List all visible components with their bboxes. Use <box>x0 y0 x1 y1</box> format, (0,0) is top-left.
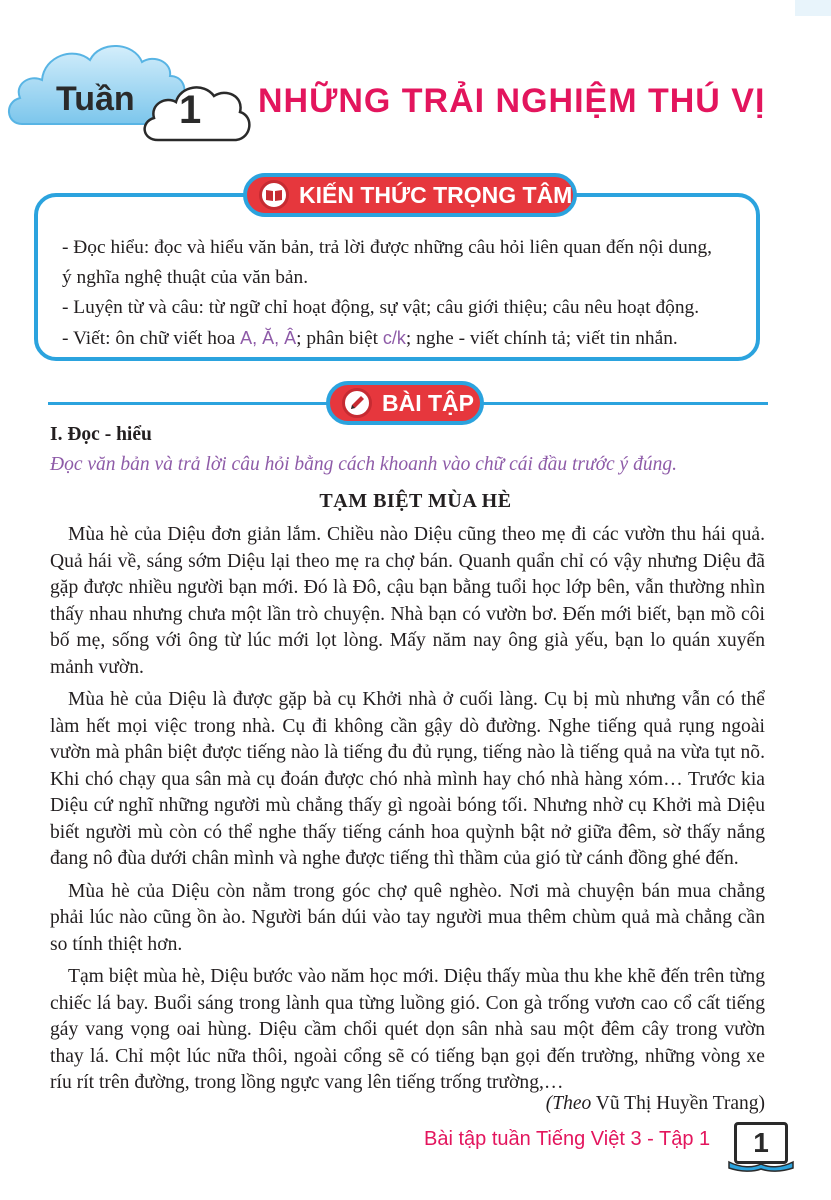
exercise-title: BÀI TẬP <box>382 389 474 416</box>
knowledge-line-reading-cont: ý nghĩa nghệ thuật của văn bản. <box>62 267 309 288</box>
story-paragraph: Mùa hè của Diệu đơn giản lắm. Chiều nào Diệu cũng theo mẹ đi các vườn thu hái quả. Quả hái về, sáng sớm Diệu lại theo mẹ ra chợ bán. Quanh quẩn chỉ có vậy nhưng Diệu đã gặp được nhiều người bạn mới. Đó là Đô, cậu bạn bằng tuổi học lớp bên, vẫn thường nhìn thấy nhau nhưng chưa một lần trò chuyện. Nhà bạn có vườn bơ. Đến mới biết, bạn mồ côi bố mẹ, sống với ông từ lúc mới lọt lòng. Mấy năm nay ông già yếu, bạn lo quán xuyến mảnh vườn. <box>50 524 765 678</box>
footer-book-title: Bài tập tuần Tiếng Việt 3 - Tập 1 <box>424 1128 711 1150</box>
knowledge-line-vocabulary: - Luyện từ và câu: từ ngữ chỉ hoạt động, sự vật; câu giới thiệu; câu nêu hoạt động. <box>62 297 700 318</box>
week-number: 1 <box>179 88 202 132</box>
story-paragraph: Mùa hè của Diệu còn nằm trong góc chợ quê nghèo. Nơi mà chuyện bán mua chẳng phải lúc nào cũng ồn ào. Người bán dúi vào tay người mua thêm chùm quả mà chẳng cần so tính thiệt hơn. <box>50 880 765 955</box>
chapter-title: NHỮNG TRẢI NGHIỆM THÚ VỊ <box>258 82 766 120</box>
corner-tab <box>795 0 831 16</box>
key-knowledge-label <box>243 173 577 217</box>
knowledge-line-writing <box>62 323 754 354</box>
section-heading: I. Đọc - hiểu <box>50 424 152 445</box>
story-title: TẠM BIỆT MÙA HÈ <box>319 490 512 512</box>
source-prefix: (Theo <box>545 1093 592 1114</box>
source-author: Vũ Thị Huyền Trang) <box>591 1093 765 1114</box>
week-label: Tuần <box>56 80 135 118</box>
exercise-rule-right <box>482 402 768 405</box>
writing-pair: c/k <box>382 328 406 348</box>
key-knowledge-list <box>62 233 754 354</box>
story-paragraph: Tạm biệt mùa hè, Diệu bước vào năm học mới. Diệu thấy mùa thu khe khẽ đến trên từng chiếc lá bay. Buổi sáng trong lành qua từng luồng gió. Con gà trống vươn cao cổ cất tiếng gáy vang vọng oai hùng. Diệu cầm chổi quét dọn sân nhà sau một đêm cây trong vườn thay lá. Chỉ một lúc nữa thôi, ngoài cổng sẽ có tiếng bạn gọi đến trường, những vòng xe ríu rít trên đường, trong lồng ngực vang lên tiếng trống trường,… <box>50 966 765 1093</box>
writing-mid: ; phân biệt <box>296 328 383 349</box>
section-instruction: Đọc văn bản và trả lời câu hỏi bằng cách khoanh vào chữ cái đầu trước ý đúng. <box>50 454 677 475</box>
writing-prefix: - Viết: ôn chữ viết hoa <box>62 328 241 349</box>
story-paragraph: Mùa hè của Diệu là được gặp bà cụ Khởi nhà ở cuối làng. Cụ bị mù nhưng vẫn có thể làm hết mọi việc trong nhà. Cụ đi không cần gậy dò đường. Nghe tiếng quả rụng ngoài vườn mà phân biệt được tiếng nào là tiếng đu đủ rụng, tiếng nào là tiếng quả na vừa tụt nõ. Khi chó chạy qua sân mà cụ đoán được chó nhà mình hay chó nhà hàng xóm… Trước kia Diệu cứ nghĩ những người mù chẳng thấy gì ngoài bóng tối. Nhưng nhờ cụ Khởi mà Diệu biết người mù còn có thể nghe thấy tiếng cánh hoa quỳnh bật nở giữa đêm, sờ thấy nắng đang nô đùa dưới chân mình và nghe được tiếng thì thầm của gió từ cánh đồng ghé đến. <box>50 689 765 869</box>
book-icon <box>259 180 289 210</box>
story-text <box>50 522 765 1103</box>
page-number-badge <box>734 1122 788 1164</box>
key-knowledge-title: KIẾN THỨC TRỌNG TÂM <box>299 181 573 208</box>
open-book-icon <box>727 1160 795 1172</box>
page-number: 1 <box>753 1127 769 1158</box>
story-source <box>546 1093 765 1115</box>
knowledge-line-reading: - Đọc hiểu: đọc và hiểu văn bản, trả lời được những câu hỏi liên quan đến nội dung, <box>62 237 713 258</box>
writing-letters: A, Ă, Â <box>240 328 297 348</box>
exercise-rule-left <box>48 402 328 405</box>
writing-suffix: ; nghe - viết chính tả; viết tin nhắn. <box>405 328 678 349</box>
exercise-label <box>326 381 484 425</box>
pencil-icon <box>342 388 372 418</box>
